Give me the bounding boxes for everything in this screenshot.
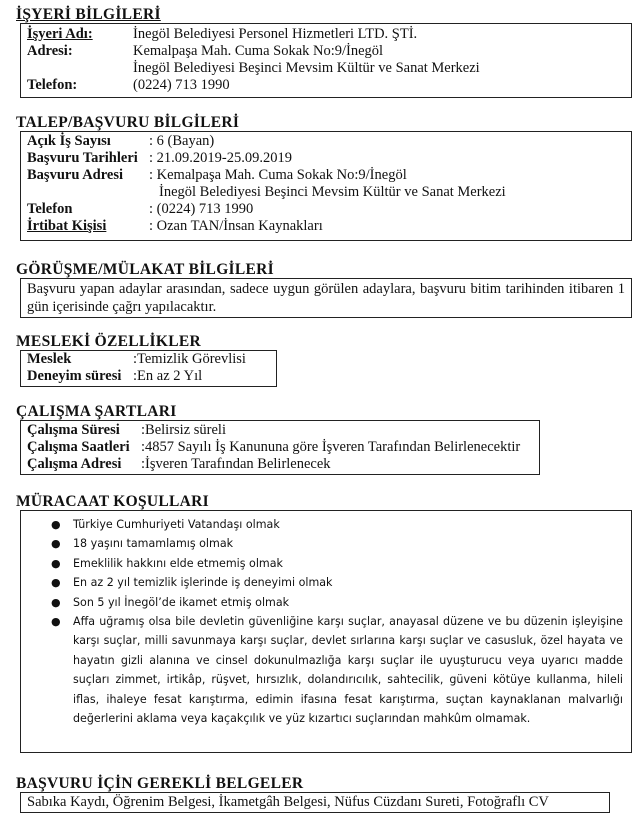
- bullet-icon: ●: [51, 595, 61, 609]
- application-address-row: [27, 167, 631, 184]
- workplace-phone-value: (0224) 713 1990: [133, 77, 230, 93]
- application-phone-label: Telefon: [27, 201, 73, 217]
- interview-title: GÖRÜŞME/MÜLAKAT BİLGİLERİ: [16, 261, 274, 278]
- workplace-phone-row: [27, 77, 631, 94]
- bullet-icon: ●: [51, 556, 61, 570]
- list-item: ● 18 yaşını tamamlamış olmak: [21, 534, 631, 553]
- work-hours-row: [27, 439, 539, 456]
- bullet-icon: ●: [51, 537, 61, 551]
- application-address-label: Başvuru Adresi: [27, 167, 124, 183]
- application-address-line1: : Kemalpaşa Mah. Cuma Sokak No:9/İnegöl: [149, 167, 407, 183]
- application-dates-row: [27, 150, 631, 167]
- workplace-section: [16, 6, 633, 98]
- occupation-label: Meslek: [27, 351, 72, 367]
- workplace-address-row: [27, 43, 631, 60]
- experience-label: Deneyim süresi: [27, 368, 122, 384]
- requirements-box: [20, 510, 632, 753]
- application-box: [20, 131, 632, 241]
- bullet-icon: ●: [51, 518, 61, 531]
- documents-section: [16, 775, 633, 813]
- application-address-row2: [27, 184, 631, 201]
- occupation-value: :Temizlik Görevlisi: [133, 351, 246, 367]
- work-duration-row: [27, 422, 539, 439]
- work-address-value: :İşveren Tarafından Belirlenecek: [141, 456, 331, 472]
- application-phone-value: : (0224) 713 1990: [149, 201, 254, 217]
- work-address-label: Çalışma Adresi: [27, 456, 122, 472]
- application-phone-row: [27, 201, 631, 218]
- contact-person-label: İrtibat Kişisi: [27, 218, 107, 234]
- work-hours-value: :4857 Sayılı İş Kanununa göre İşveren Tarafından Belirlenecektir: [141, 439, 521, 455]
- list-item: ● Türkiye Cumhuriyeti Vatandaşı olmak: [21, 515, 631, 534]
- open-jobs-value: : 6 (Bayan): [149, 133, 215, 149]
- application-title: TALEP/BAŞVURU BİLGİLERİ: [16, 114, 240, 131]
- occupation-title: MESLEKİ ÖZELLİKLER: [16, 333, 201, 350]
- workplace-name-label: İşyeri Adı:: [27, 26, 93, 42]
- contact-person-value: : Ozan TAN/İnsan Kaynakları: [149, 218, 323, 234]
- bullet-icon: ●: [51, 615, 61, 629]
- open-jobs-label: Açık İş Sayısı: [27, 133, 111, 149]
- documents-title: BAŞVURU İÇİN GEREKLİ BELGELER: [16, 775, 304, 792]
- list-item: ● Son 5 yıl İnegöl’de ikamet etmiş olmak: [21, 593, 631, 612]
- work-address-row: [27, 456, 539, 473]
- workplace-phone-label: Telefon:: [27, 77, 78, 93]
- workplace-address-label: Adresi:: [27, 43, 73, 59]
- working-conditions-section: [16, 403, 633, 475]
- interview-box: [20, 278, 632, 318]
- contact-person-row: [27, 218, 631, 235]
- work-hours-label: Çalışma Saatleri: [27, 439, 130, 455]
- working-conditions-box: [20, 420, 540, 475]
- workplace-box: [20, 23, 632, 98]
- workplace-address-row2: [27, 60, 631, 77]
- workplace-name-value: İnegöl Belediyesi Personel Hizmetleri LTD. ŞTİ.: [133, 26, 418, 42]
- occupation-row: [27, 351, 276, 368]
- experience-row: [27, 368, 276, 385]
- interview-text: Başvuru yapan adaylar arasından, sadece uygun görülen adaylara, başvuru bitim tarihinden itibaren 1 gün içerisinde çağrı yapılacaktır.: [27, 281, 625, 315]
- workplace-title: İŞYERİ BİLGİLERİ: [16, 6, 161, 23]
- experience-value: :En az 2 Yıl: [133, 368, 203, 384]
- requirements-list: [21, 511, 631, 728]
- open-jobs-row: [27, 133, 631, 150]
- list-item: ● Affa uğramış olsa bile devletin güvenliğine karşı suçlar, anayasal düzene ve bu düzenin işleyişine karşı suçlar, milli savunmaya karşı suçlar, devlet sırlarına karşı suçlar ve casusluk, özel hayata ve hayatın gizli alanına ve cinsel dokunulmazlığa karşı suçlar ile uyuşturucu veya uyarıcı madde suçları zimmet, irtikâp, rüşvet, hırsızlık, dolandırıcılık, sahtecilik, güveni kötüye kullanma, hileli iflas, ihaleye fesat karıştırma, edimin ifasına fesat karıştırma, suçtan kaynaklanan malvarlığı değerlerini aklama veya kaçakçılık ve yüz kızartıcı suçlarından mahkûm olmamak.: [21, 612, 631, 728]
- application-section: [16, 114, 633, 241]
- application-dates-value: : 21.09.2019-25.09.2019: [149, 150, 292, 166]
- documents-box: [20, 792, 610, 813]
- requirements-title: MÜRACAAT KOŞULLARI: [16, 493, 209, 510]
- requirements-section: [16, 493, 633, 753]
- work-duration-label: Çalışma Süresi: [27, 422, 120, 438]
- bullet-icon: ●: [51, 576, 61, 590]
- workplace-address-line2: İnegöl Belediyesi Beşinci Mevsim Kültür ve Sanat Merkezi: [133, 60, 480, 76]
- interview-section: [16, 261, 633, 318]
- workplace-name-row: [27, 26, 631, 43]
- list-item: ● Emeklilik hakkını elde etmemiş olmak: [21, 554, 631, 573]
- list-item: ● En az 2 yıl temizlik işlerinde iş deneyimi olmak: [21, 573, 631, 592]
- occupation-section: [16, 333, 633, 387]
- work-duration-value: :Belirsiz süreli: [141, 422, 226, 438]
- application-address-line2: İnegöl Belediyesi Beşinci Mevsim Kültür ve Sanat Merkezi: [159, 184, 506, 200]
- documents-text: Sabıka Kaydı, Öğrenim Belgesi, İkametgâh Belgesi, Nüfus Cüzdanı Sureti, Fotoğraflı CV: [27, 794, 549, 810]
- working-conditions-title: ÇALIŞMA ŞARTLARI: [16, 403, 177, 420]
- occupation-box: [20, 350, 277, 387]
- workplace-address-line1: Kemalpaşa Mah. Cuma Sokak No:9/İnegöl: [133, 43, 384, 59]
- application-dates-label: Başvuru Tarihleri: [27, 150, 138, 166]
